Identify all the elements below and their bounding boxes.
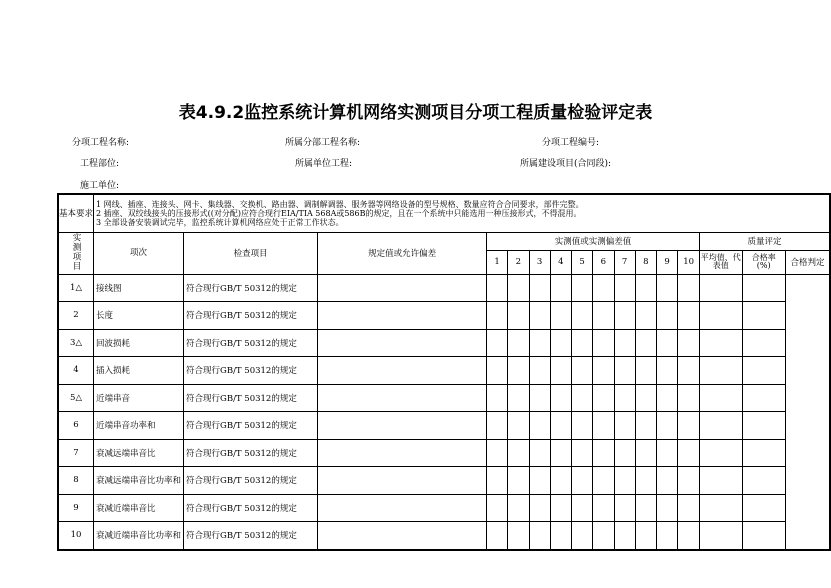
value-cell[interactable]: [572, 467, 593, 495]
col-4: 4: [550, 251, 571, 274]
value-cell[interactable]: [529, 274, 550, 302]
value-cell[interactable]: [635, 384, 656, 412]
value-cell[interactable]: [508, 439, 529, 467]
value-cell[interactable]: [487, 329, 508, 357]
col-rate: 合格率(%): [742, 251, 785, 274]
value-cell[interactable]: [593, 412, 614, 440]
inspection-table: [57, 193, 831, 551]
row-item: 长度: [94, 302, 184, 330]
value-cell[interactable]: [657, 494, 678, 522]
value-cell[interactable]: [635, 439, 656, 467]
row-no: 9: [58, 494, 94, 522]
row-spec: 符合现行GB/T 50312的规定: [184, 522, 318, 550]
value-cell[interactable]: [635, 329, 656, 357]
value-cell[interactable]: [657, 439, 678, 467]
value-cell[interactable]: [508, 522, 529, 550]
value-cell[interactable]: [508, 357, 529, 385]
unit-project-label: 所属单位工程:: [295, 159, 353, 169]
value-cell[interactable]: [657, 522, 678, 550]
value-cell[interactable]: [487, 467, 508, 495]
row-item: 近端串音: [94, 384, 184, 412]
page-title: 表4.9.2监控系统计算机网络实测项目分项工程质量检验评定表: [178, 103, 653, 123]
value-cell[interactable]: [572, 522, 593, 550]
table-row: [58, 522, 830, 550]
value-cell[interactable]: [635, 357, 656, 385]
value-cell[interactable]: [699, 439, 742, 467]
value-cell[interactable]: [508, 302, 529, 330]
value-cell[interactable]: [593, 522, 614, 550]
value-cell[interactable]: [550, 467, 571, 495]
col-7: 7: [614, 251, 635, 274]
value-cell[interactable]: [529, 302, 550, 330]
value-cell[interactable]: [742, 439, 785, 467]
value-cell[interactable]: [699, 522, 742, 550]
col-3: 3: [529, 251, 550, 274]
row-no: 3△: [58, 329, 94, 357]
value-cell[interactable]: [318, 494, 487, 522]
value-cell[interactable]: [508, 274, 529, 302]
row-no: 6: [58, 412, 94, 440]
row-spec: 符合现行GB/T 50312的规定: [184, 384, 318, 412]
value-cell[interactable]: [487, 522, 508, 550]
table-row: [58, 467, 830, 495]
value-cell[interactable]: [550, 274, 571, 302]
row-item: 接线图: [94, 274, 184, 302]
table-row: [58, 412, 830, 440]
table-row: [58, 274, 830, 302]
value-cell[interactable]: [550, 357, 571, 385]
sub-project-name-label: 分项工程名称:: [72, 138, 130, 148]
value-cell[interactable]: [593, 467, 614, 495]
row-spec: 符合现行GB/T 50312的规定: [184, 329, 318, 357]
row-spec: 符合现行GB/T 50312的规定: [184, 439, 318, 467]
row-item: 衰减远端串音比功率和: [94, 467, 184, 495]
value-cell[interactable]: [614, 522, 635, 550]
value-cell[interactable]: [614, 384, 635, 412]
col-measured: 实测值或实测偏差值: [487, 232, 700, 251]
row-no: 8: [58, 467, 94, 495]
value-cell[interactable]: [508, 384, 529, 412]
value-cell[interactable]: [529, 412, 550, 440]
value-cell[interactable]: [572, 302, 593, 330]
row-spec: 符合现行GB/T 50312的规定: [184, 357, 318, 385]
value-cell[interactable]: [550, 384, 571, 412]
value-cell[interactable]: [529, 329, 550, 357]
value-cell[interactable]: [678, 384, 700, 412]
division-name-label: 所属分部工程名称:: [285, 138, 361, 148]
value-cell[interactable]: [572, 412, 593, 440]
value-cell[interactable]: [614, 494, 635, 522]
value-cell[interactable]: [742, 494, 785, 522]
value-cell[interactable]: [318, 357, 487, 385]
value-cell[interactable]: [657, 412, 678, 440]
row-item: 近端串音功率和: [94, 412, 184, 440]
value-cell[interactable]: [635, 522, 656, 550]
value-cell[interactable]: [699, 412, 742, 440]
value-cell[interactable]: [529, 439, 550, 467]
value-cell[interactable]: [593, 384, 614, 412]
value-cell[interactable]: [742, 412, 785, 440]
value-cell[interactable]: [742, 384, 785, 412]
value-cell[interactable]: [572, 439, 593, 467]
value-cell[interactable]: [572, 494, 593, 522]
value-cell[interactable]: [614, 412, 635, 440]
value-cell[interactable]: [699, 494, 742, 522]
basic-req-label: 基本要求: [58, 194, 94, 232]
value-cell[interactable]: [550, 439, 571, 467]
value-cell[interactable]: [742, 357, 785, 385]
value-cell[interactable]: [699, 274, 742, 302]
value-cell[interactable]: [678, 412, 700, 440]
value-cell[interactable]: [742, 274, 785, 302]
value-cell[interactable]: [318, 467, 487, 495]
col-10: 10: [678, 251, 700, 274]
value-cell[interactable]: [699, 329, 742, 357]
row-item: 衰减近端串音比: [94, 494, 184, 522]
value-cell[interactable]: [487, 357, 508, 385]
value-cell[interactable]: [699, 384, 742, 412]
value-cell[interactable]: [529, 467, 550, 495]
value-cell[interactable]: [572, 329, 593, 357]
value-cell[interactable]: [678, 274, 700, 302]
row-item: 衰减远端串音比: [94, 439, 184, 467]
req-line: 1 网线、插座、连接头、网卡、集线器、交换机、路由器、调制解调器、服务器等网络设备的型号规格、数量应符合合同要求，部件完整。: [96, 199, 584, 209]
value-cell[interactable]: [635, 494, 656, 522]
row-spec: 符合现行GB/T 50312的规定: [184, 412, 318, 440]
value-cell[interactable]: [487, 384, 508, 412]
value-cell[interactable]: [678, 467, 700, 495]
value-cell[interactable]: [529, 384, 550, 412]
col-9: 9: [657, 251, 678, 274]
row-no: 10: [58, 522, 94, 550]
value-cell[interactable]: [614, 357, 635, 385]
req-line: 2 插座、双绞线接头的压接形式((对分配)应符合现行EIA/TIA 568A或586B的规定，且在一个系统中只能选用一种压接形式，不得混用。: [96, 208, 582, 218]
col-judge: 合格判定: [785, 251, 830, 274]
value-cell[interactable]: [657, 302, 678, 330]
value-cell[interactable]: [593, 274, 614, 302]
value-cell[interactable]: [742, 467, 785, 495]
row-spec: 符合现行GB/T 50312的规定: [184, 302, 318, 330]
row-no: 7: [58, 439, 94, 467]
value-cell[interactable]: [657, 329, 678, 357]
table-row: [58, 384, 830, 412]
value-cell[interactable]: [487, 412, 508, 440]
row-item: 插入损耗: [94, 357, 184, 385]
contract-label: 所属建设项目(合同段):: [520, 159, 612, 169]
value-cell[interactable]: [635, 412, 656, 440]
col-no: 项次: [94, 232, 184, 274]
value-cell[interactable]: [529, 357, 550, 385]
value-cell[interactable]: [487, 302, 508, 330]
value-cell[interactable]: [678, 329, 700, 357]
value-cell[interactable]: [550, 412, 571, 440]
value-cell[interactable]: [508, 412, 529, 440]
value-cell[interactable]: [508, 467, 529, 495]
value-cell[interactable]: [593, 439, 614, 467]
col-8: 8: [635, 251, 656, 274]
value-cell[interactable]: [508, 329, 529, 357]
value-cell[interactable]: [635, 467, 656, 495]
value-cell[interactable]: [742, 329, 785, 357]
value-cell[interactable]: [593, 494, 614, 522]
row-no: 4: [58, 357, 94, 385]
value-cell[interactable]: [657, 384, 678, 412]
value-cell[interactable]: [593, 329, 614, 357]
value-cell[interactable]: [657, 467, 678, 495]
value-cell[interactable]: [318, 329, 487, 357]
value-cell[interactable]: [318, 274, 487, 302]
row-spec: 符合现行GB/T 50312的规定: [184, 494, 318, 522]
side-label-cell: [58, 232, 94, 274]
value-cell[interactable]: [318, 412, 487, 440]
value-cell[interactable]: [529, 522, 550, 550]
value-cell[interactable]: [572, 384, 593, 412]
value-cell[interactable]: [487, 274, 508, 302]
col-item: 检查项目: [184, 232, 318, 274]
value-cell[interactable]: [550, 494, 571, 522]
value-cell[interactable]: [699, 302, 742, 330]
value-cell[interactable]: [614, 274, 635, 302]
builder-label: 施工单位:: [80, 181, 120, 191]
value-cell[interactable]: [678, 494, 700, 522]
basic-req-text: [94, 194, 830, 232]
value-cell[interactable]: [487, 439, 508, 467]
value-cell[interactable]: [550, 329, 571, 357]
row-no: 5△: [58, 384, 94, 412]
value-cell[interactable]: [614, 329, 635, 357]
value-cell[interactable]: [678, 357, 700, 385]
value-cell[interactable]: [572, 274, 593, 302]
value-cell[interactable]: [742, 302, 785, 330]
row-no: 1△: [58, 274, 94, 302]
col-2: 2: [508, 251, 529, 274]
col-6: 6: [593, 251, 614, 274]
table-row: [58, 439, 830, 467]
row-no: 2: [58, 302, 94, 330]
value-cell[interactable]: [508, 494, 529, 522]
value-cell[interactable]: [657, 274, 678, 302]
col-spec: 规定值或允许偏差: [318, 232, 487, 274]
sub-project-no-label: 分项工程编号:: [542, 138, 600, 148]
value-cell[interactable]: [572, 357, 593, 385]
value-cell[interactable]: [593, 357, 614, 385]
value-cell[interactable]: [318, 522, 487, 550]
value-cell[interactable]: [635, 274, 656, 302]
value-cell[interactable]: [529, 494, 550, 522]
value-cell[interactable]: [678, 302, 700, 330]
row-spec: 符合现行GB/T 50312的规定: [184, 274, 318, 302]
req-line: 3 全部设备安装调试完毕，监控系统计算机网络应处于正常工作状态。: [96, 217, 344, 227]
row-item: 回波损耗: [94, 329, 184, 357]
row-item: 衰减近端串音比功率和: [94, 522, 184, 550]
value-cell[interactable]: [318, 302, 487, 330]
value-cell[interactable]: [318, 384, 487, 412]
value-cell[interactable]: [487, 494, 508, 522]
value-cell[interactable]: [614, 467, 635, 495]
table-row: [58, 302, 830, 330]
value-cell[interactable]: [614, 302, 635, 330]
value-cell[interactable]: [657, 357, 678, 385]
value-cell[interactable]: [742, 522, 785, 550]
col-5: 5: [572, 251, 593, 274]
col-quality: 质量评定: [699, 232, 830, 251]
side-label: 实测项目: [71, 232, 81, 271]
value-cell[interactable]: [550, 522, 571, 550]
site-label: 工程部位:: [80, 159, 120, 169]
table-row: [58, 329, 830, 357]
value-cell[interactable]: [635, 302, 656, 330]
value-cell[interactable]: [593, 302, 614, 330]
value-cell[interactable]: [550, 302, 571, 330]
table-row: [58, 357, 830, 385]
table-row: [58, 494, 830, 522]
value-cell[interactable]: [678, 439, 700, 467]
value-cell[interactable]: [699, 467, 742, 495]
col-1: 1: [487, 251, 508, 274]
value-cell[interactable]: [699, 357, 742, 385]
value-cell[interactable]: [318, 439, 487, 467]
col-avg: 平均值、代表值: [699, 251, 742, 274]
row-spec: 符合现行GB/T 50312的规定: [184, 467, 318, 495]
value-cell[interactable]: [614, 439, 635, 467]
value-cell[interactable]: [678, 522, 700, 550]
